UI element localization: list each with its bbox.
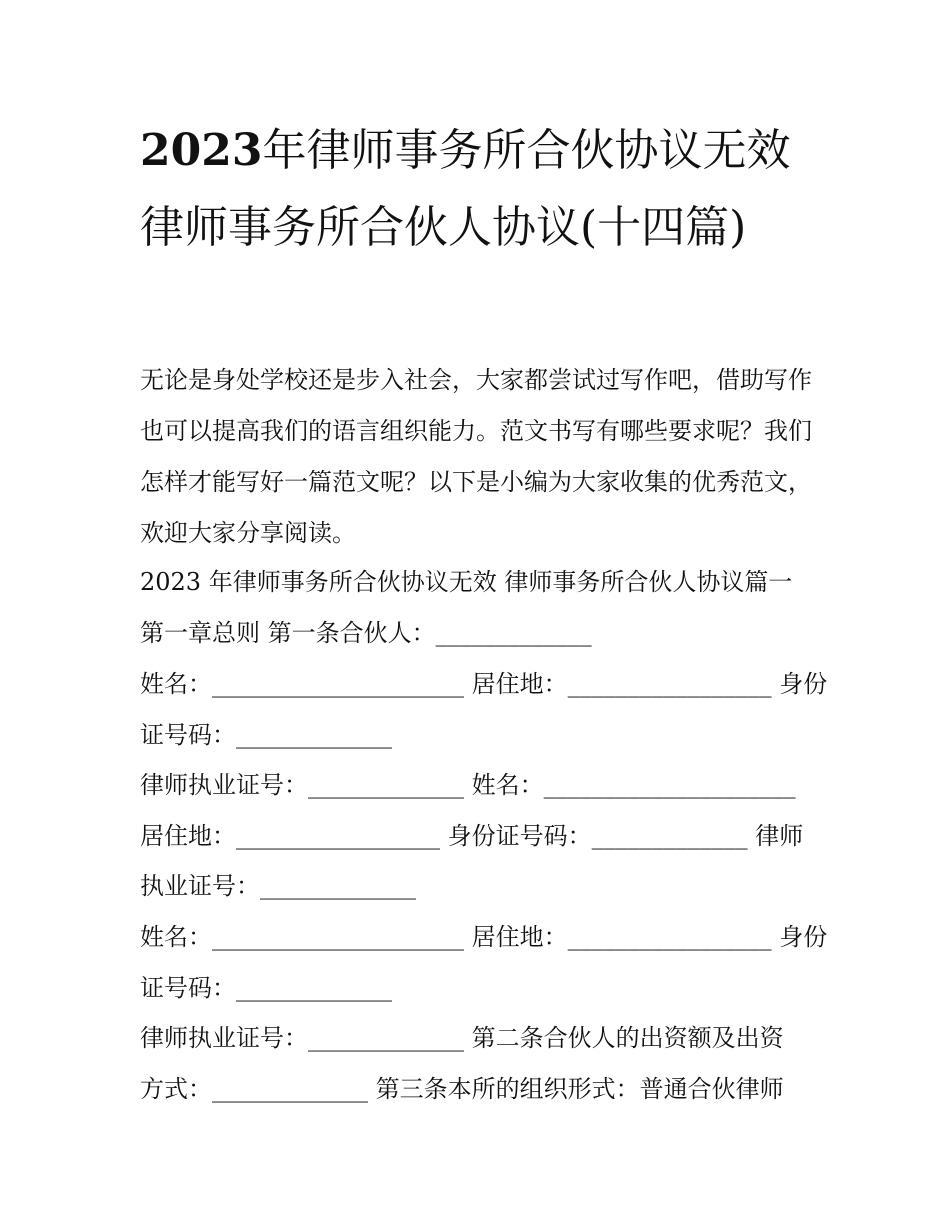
text-line: 证号码：_____________	[140, 721, 392, 749]
section-heading: 2023 年律师事务所合伙协议无效 律师事务所合伙人协议篇一	[140, 568, 793, 596]
text-line: 证号码：_____________	[140, 974, 392, 1002]
text-line: 执业证号：_____________	[140, 872, 416, 900]
document-title	[140, 112, 820, 266]
text-line: 姓名：_____________________ 居住地：_________________ 身份	[140, 670, 828, 698]
text-line: 第一章总则 第一条合伙人：_____________	[140, 619, 592, 647]
text-line: 姓名：_____________________ 居住地：_________________ 身份	[140, 923, 828, 951]
title-text: 年律师事务所合伙协议无效 律师事务所合伙人协议(十四篇)	[140, 125, 791, 253]
text-line: 方式：_____________ 第三条本所的组织形式：普通合伙律师	[140, 1075, 784, 1103]
text-line: 律师执业证号：_____________ 姓名：_____________________	[140, 771, 796, 799]
title-year: 2023	[140, 125, 263, 176]
text-line: 律师执业证号：_____________ 第二条合伙人的出资额及出资	[140, 1024, 784, 1052]
intro-paragraph: 无论是身处学校还是步入社会，大家都尝试过写作吧，借助写作也可以提高我们的语言组织能力。范文书写有哪些要求呢？我们怎样才能写好一篇范文呢？以下是小编为大家收集的优秀范文，欢迎大家分享阅读。	[140, 366, 812, 547]
text-line: 居住地：_________________ 身份证号码：_____________ 律师	[140, 822, 804, 850]
